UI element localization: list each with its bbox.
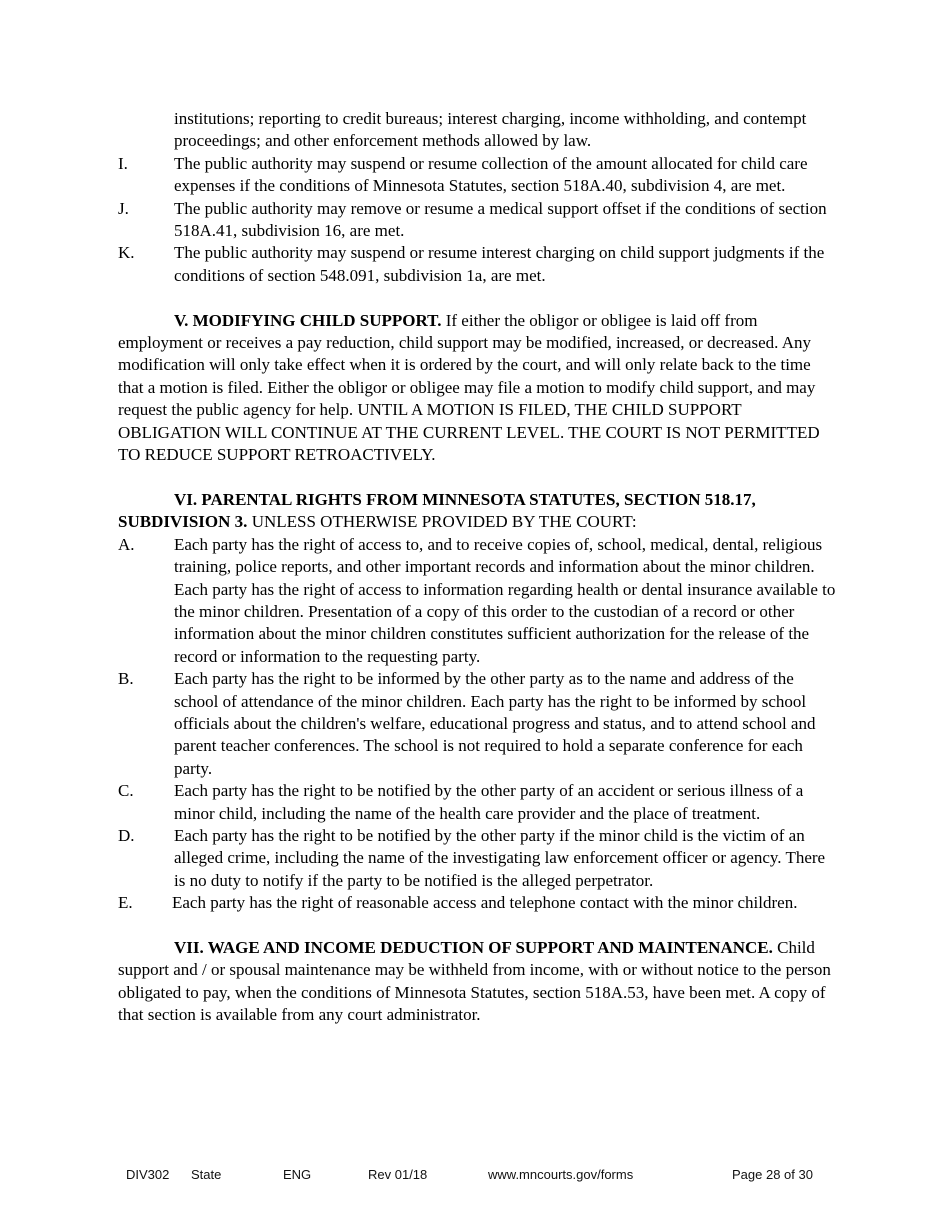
- section-modifying-child-support: [118, 310, 838, 467]
- list-item: [118, 780, 838, 825]
- item-text: Each party has the right to be informed by the other party as to the name and address of the school of attendance of the minor children. Each party has the right to be informed by school officials about the children's welfare, educational progress and status, and to attend school and parent teacher conferences. The school is not required to hold a separate conference for each party.: [174, 669, 816, 778]
- item-letter: J.: [118, 198, 129, 218]
- item-letter: D.: [118, 825, 135, 845]
- item-text: Each party has the right of access to, and to receive copies of, school, medical, dental, religious training, police reports, and other important records and information about the minor children. Each party has the right of access to information regarding health or dental insurance available to the minor children. Presentation of a copy of this order to the custodian of a record or other information about the minor children constitutes sufficient authorization for the release of the record or information to the requesting party.: [174, 534, 836, 666]
- list-item: [118, 668, 838, 780]
- footer-language: ENG: [283, 1167, 312, 1182]
- footer-state: State: [191, 1167, 222, 1182]
- footer-revision: Rev 01/18: [368, 1167, 428, 1182]
- item-letter: I.: [118, 153, 128, 173]
- section-body: UNLESS OTHERWISE PROVIDED BY THE COURT:: [247, 512, 637, 532]
- item-text: The public authority may suspend or resume interest charging on child support judgments if the conditions of section 548.091, subdivision 1a, are met.: [174, 243, 825, 285]
- item-text: Each party has the right to be notified by the other party of an accident or serious illness of a minor child, including the name of the health care provider and the place of treatment.: [174, 781, 804, 823]
- list-item: [118, 153, 838, 198]
- list-item: [118, 825, 838, 892]
- section-wage-income-deduction: [118, 937, 838, 1027]
- section-intro: [118, 489, 838, 534]
- section-heading: V. MODIFYING CHILD SUPPORT.: [174, 310, 442, 330]
- item-text: Each party has the right of reasonable access and telephone contact with the minor children.: [172, 893, 798, 913]
- item-letter: B.: [118, 669, 134, 689]
- section-heading: VI. PARENTAL RIGHTS FROM MINNESOTA STATUTES, SECTION 518.17, SUBDIVISION 3.: [118, 489, 756, 532]
- enforcement-list: [118, 153, 838, 287]
- list-item: [118, 242, 838, 287]
- footer-form-id: DIV302: [126, 1167, 170, 1182]
- enforcement-continuation: institutions; reporting to credit bureaus; interest charging, income withholding, and contempt proceedings; and other enforcement methods allowed by law.: [174, 109, 807, 151]
- section-body: Child support and / or spousal maintenance may be withheld from income, with or without notice to the person obligated to pay, when the conditions of Minnesota Statutes, section 518A.53, have been met. A copy of that section is available from any court administrator.: [118, 937, 831, 1025]
- item-text: The public authority may remove or resume a medical support offset if the conditions of section 518A.41, subdivision 16, are met.: [174, 198, 827, 241]
- item-letter: C.: [118, 781, 134, 801]
- item-letter: K.: [118, 243, 135, 263]
- section-body: If either the obligor or obligee is laid off from employment or receives a pay reduction, child support may be modified, increased, or decreased. Any modification will only take effect when it is ordered by the court, and will only relate back to the time that a motion is filed. Either the obligor or obligee may file a motion to modify child support, and may request the public agency for help. UNTIL A MOTION IS FILED, THE CHILD SUPPORT OBLIGATION WILL CONTINUE AT THE CURRENT LEVEL. THE COURT IS NOT PERMITTED TO REDUCE SUPPORT RETROACTIVELY.: [118, 310, 820, 465]
- list-item: [118, 892, 838, 914]
- footer-url-link[interactable]: www.mncourts.gov/forms: [488, 1167, 634, 1182]
- page-footer: [0, 1167, 950, 1185]
- item-text: The public authority may suspend or resume collection of the amount allocated for child care expenses if the conditions of Minnesota Statutes, section 518A.40, subdivision 4, are met.: [174, 153, 808, 196]
- document-page: [118, 108, 838, 1027]
- item-letter: A.: [118, 534, 135, 554]
- footer-page-number: Page 28 of 30: [732, 1167, 813, 1182]
- section-heading: VII. WAGE AND INCOME DEDUCTION OF SUPPORT AND MAINTENANCE.: [174, 937, 773, 957]
- item-text: Each party has the right to be notified by the other party if the minor child is the victim of an alleged crime, including the name of the investigating law enforcement officer or agency. There is no duty to notify if the party to be notified is the alleged perpetrator.: [174, 825, 826, 890]
- section-parental-rights: [118, 489, 838, 915]
- list-item: [118, 198, 838, 243]
- item-letter: E.: [118, 893, 133, 913]
- list-item: [118, 534, 838, 668]
